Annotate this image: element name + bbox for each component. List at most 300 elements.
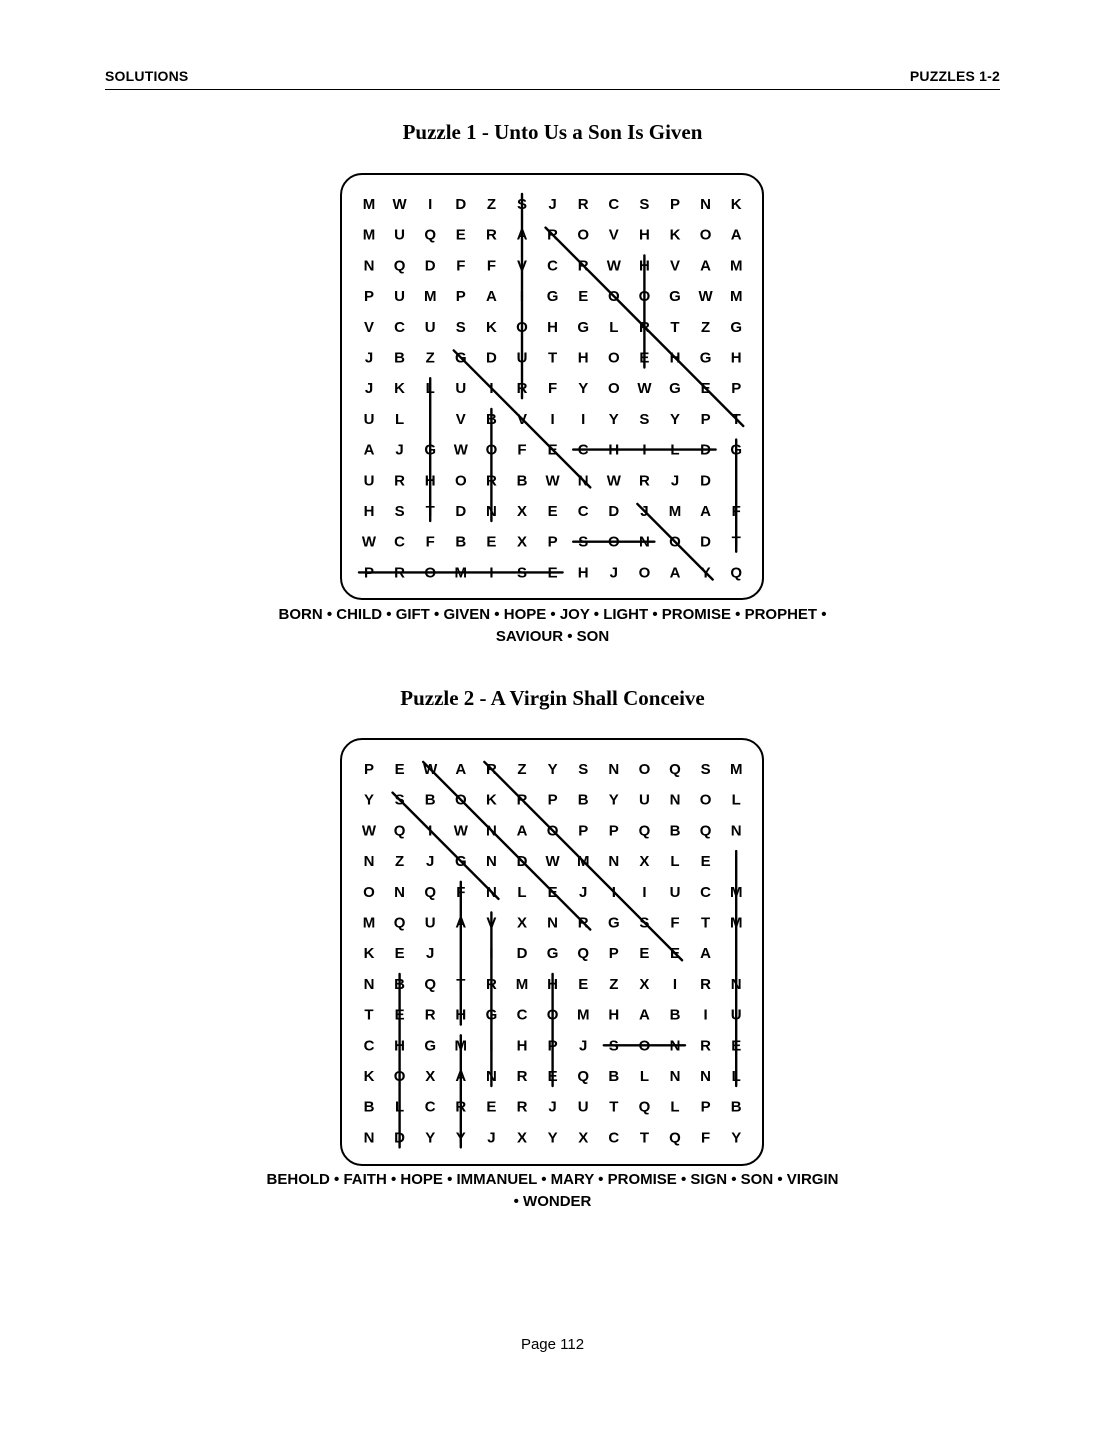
grid-letter: N: [363, 975, 375, 993]
grid-letter: R: [516, 1068, 528, 1085]
grid-letter: H: [608, 1006, 620, 1024]
grid-letter: G: [730, 441, 743, 459]
grid-letter: B: [424, 791, 436, 809]
grid-letter: E: [394, 761, 405, 778]
word-list-item: HOPE: [400, 1171, 443, 1188]
grid-letter: V: [363, 318, 375, 336]
grid-letter: T: [425, 503, 435, 520]
grid-letter: B: [363, 1098, 375, 1116]
grid-letter: E: [394, 1006, 405, 1024]
grid-letter: P: [731, 380, 742, 398]
grid-letter: N: [485, 883, 497, 901]
grid-letter: D: [700, 472, 712, 490]
puzzle-1-grid-svg: [342, 175, 762, 598]
grid-letter: J: [609, 564, 618, 582]
grid-letter: F: [456, 883, 466, 901]
grid-letter: H: [394, 1037, 406, 1055]
grid-letter: W: [392, 196, 407, 213]
grid-letter: T: [639, 1129, 649, 1147]
grid-letter: S: [516, 196, 528, 213]
grid-letter: S: [578, 533, 589, 551]
grid-letter: O: [699, 791, 712, 809]
grid-letter: O: [454, 791, 467, 809]
grid-letter: H: [638, 257, 650, 275]
grid-letter: S: [578, 761, 589, 778]
puzzle-1-word-list-line-2: [230, 626, 875, 648]
grid-letter: I: [550, 410, 555, 428]
grid-letter: E: [547, 503, 558, 520]
grid-letter: V: [608, 226, 619, 244]
header-rule: [105, 89, 1000, 90]
grid-letter: X: [425, 1068, 436, 1085]
grid-letter: P: [547, 533, 558, 551]
grid-letter: A: [730, 226, 742, 244]
grid-letter: P: [578, 822, 589, 840]
grid-letter: J: [670, 472, 680, 490]
puzzle-1-title: Puzzle 1 - Unto Us a Son Is Given: [402, 120, 703, 144]
grid-letter: L: [395, 410, 405, 428]
grid-letter: N: [700, 1068, 712, 1085]
grid-letter: S: [394, 791, 405, 809]
word-list-item: •: [563, 628, 577, 645]
grid-letter: U: [363, 472, 375, 490]
word-list-item: JOY: [559, 606, 590, 623]
word-list-item: GIVEN: [443, 606, 491, 623]
grid-letter: K: [363, 945, 375, 963]
grid-letter: N: [363, 853, 375, 871]
grid-letter: Y: [455, 1129, 466, 1147]
grid-letter: U: [455, 380, 467, 398]
grid-letter: J: [364, 380, 374, 398]
grid-letter: U: [394, 226, 406, 244]
grid-letter: G: [485, 1006, 498, 1024]
word-list-item: SAVIOUR: [495, 628, 564, 645]
grid-letter: K: [669, 226, 681, 244]
grid-letter: N: [608, 853, 620, 871]
grid-letter: B: [394, 975, 406, 993]
grid-letter: E: [394, 945, 405, 963]
grid-letter: E: [578, 975, 589, 993]
grid-letter: B: [577, 791, 589, 809]
grid-letter: P: [363, 288, 375, 306]
grid-letter: T: [609, 1098, 619, 1116]
grid-letter: I: [489, 945, 494, 963]
grid-letter: A: [455, 914, 467, 932]
grid-letter: R: [394, 472, 406, 490]
grid-letter: Q: [424, 883, 437, 901]
grid-letter: Q: [669, 1129, 681, 1147]
grid-letter: H: [669, 349, 681, 367]
grid-letter: A: [363, 441, 375, 459]
grid-letter: Q: [730, 564, 743, 582]
grid-letter: W: [423, 761, 438, 778]
grid-letter: E: [547, 441, 558, 459]
grid-letter: B: [516, 472, 528, 490]
grid-letter: I: [642, 883, 647, 901]
grid-letter: W: [606, 472, 621, 490]
grid-letter: V: [486, 914, 497, 932]
grid-letter: H: [424, 472, 436, 490]
grid-letter: O: [607, 349, 620, 367]
grid-letter: N: [669, 791, 681, 809]
grid-letter: N: [485, 1068, 497, 1085]
grid-letter: J: [579, 1037, 588, 1055]
grid-letter: B: [455, 533, 467, 551]
grid-letter: H: [577, 349, 589, 367]
word-list-item: IMMANUEL: [456, 1171, 538, 1188]
grid-letter: E: [455, 226, 466, 244]
grid-letter: E: [731, 1037, 742, 1055]
grid-letter: C: [394, 318, 406, 336]
grid-letter: Z: [517, 761, 527, 778]
grid-letter: F: [701, 1129, 711, 1147]
grid-letter: R: [485, 226, 497, 244]
grid-letter: F: [731, 503, 741, 520]
grid-letter: U: [638, 791, 650, 809]
grid-letter: K: [485, 318, 497, 336]
grid-letter: U: [577, 1098, 589, 1116]
grid-letter: J: [426, 853, 435, 871]
grid-letter: O: [607, 288, 620, 306]
grid-letter: O: [638, 1037, 651, 1055]
grid-letter: X: [578, 1129, 589, 1147]
grid-letter: Y: [700, 564, 711, 582]
word-list-item: •: [594, 1171, 608, 1188]
grid-letter: Q: [669, 761, 681, 778]
word-list-item: PROMISE: [607, 1171, 677, 1188]
grid-letter: E: [700, 380, 711, 398]
grid-letter: Z: [425, 349, 435, 367]
grid-letter: I: [581, 410, 586, 428]
grid-letter: I: [672, 975, 678, 993]
grid-letter: O: [577, 226, 590, 244]
grid-letter: O: [546, 1006, 559, 1024]
grid-letter: R: [485, 975, 497, 993]
grid-letter: O: [393, 1068, 406, 1085]
grid-letter: L: [670, 441, 680, 459]
grid-letter: G: [577, 318, 590, 336]
grid-letter: O: [699, 226, 712, 244]
grid-letter: G: [546, 945, 559, 963]
word-list-item: •: [817, 606, 827, 623]
grid-letter: J: [426, 945, 435, 963]
grid-letter: Z: [395, 853, 405, 871]
grid-letter: G: [669, 380, 681, 398]
grid-letter: N: [730, 822, 742, 840]
word-list-item: •: [589, 606, 604, 623]
word-list-item: •: [546, 606, 560, 623]
grid-letter: R: [424, 1006, 436, 1024]
grid-letter: I: [611, 883, 616, 901]
grid-letter: I: [642, 441, 647, 459]
grid-letter: Y: [547, 761, 558, 778]
grid-letter: J: [364, 349, 374, 367]
grid-letter: Y: [547, 1129, 558, 1147]
grid-letter: A: [700, 503, 712, 520]
grid-letter: T: [731, 410, 741, 428]
puzzle-1-word-list: [230, 604, 875, 648]
grid-letter: L: [395, 1098, 405, 1116]
grid-letter: B: [394, 349, 406, 367]
word-list-item: •: [727, 1171, 741, 1188]
grid-letter: R: [516, 380, 528, 398]
word-list-item: •: [322, 606, 337, 623]
grid-letter: S: [394, 503, 405, 520]
grid-letter: Q: [577, 945, 590, 963]
grid-letter: I: [489, 380, 494, 398]
word-list-item: •: [429, 606, 444, 623]
grid-letter: J: [548, 196, 557, 213]
puzzle-2-word-list-line-1: [230, 1169, 875, 1191]
grid-letter: C: [577, 441, 589, 459]
grid-letter: G: [730, 318, 743, 336]
grid-letter: G: [669, 288, 681, 306]
grid-letter: Z: [486, 196, 496, 213]
grid-letter: S: [455, 318, 466, 336]
grid-letter: J: [487, 1129, 496, 1147]
grid-letter: H: [547, 318, 559, 336]
word-list-item: WONDER: [523, 1193, 592, 1210]
grid-letter: N: [485, 822, 497, 840]
grid-letter: M: [729, 914, 743, 932]
word-list-item: PROPHET: [744, 606, 818, 623]
grid-letter: U: [516, 349, 528, 367]
grid-letter: L: [670, 1098, 680, 1116]
grid-letter: S: [700, 761, 711, 778]
grid-letter: M: [454, 1037, 468, 1055]
grid-letter: Q: [424, 226, 437, 244]
word-list-item: MARY: [550, 1171, 595, 1188]
grid-letter: L: [731, 791, 741, 809]
grid-letter: N: [730, 975, 742, 993]
grid-letter: A: [485, 288, 497, 306]
grid-letter: J: [579, 883, 588, 901]
grid-letter: E: [547, 1068, 558, 1085]
word-list-item: BEHOLD: [266, 1171, 330, 1188]
grid-letter: H: [455, 1006, 467, 1024]
grid-letter: C: [608, 196, 620, 213]
grid-letter: T: [364, 1006, 374, 1024]
grid-letter: M: [729, 883, 743, 901]
grid-letter: Q: [699, 822, 712, 840]
grid-letter: O: [516, 318, 528, 336]
grid-letter: R: [516, 791, 528, 809]
grid-letter: E: [639, 349, 650, 367]
grid-letter: J: [640, 503, 649, 520]
grid-letter: E: [486, 533, 497, 551]
grid-letter: O: [363, 883, 375, 901]
grid-letter: R: [577, 914, 589, 932]
grid-letter: U: [363, 410, 375, 428]
grid-letter: D: [455, 503, 467, 520]
grid-letter: S: [639, 914, 650, 932]
grid-letter: R: [485, 761, 497, 778]
word-list-item: FAITH: [343, 1171, 387, 1188]
grid-letter: W: [361, 822, 377, 840]
grid-letter: P: [547, 791, 558, 809]
grid-letter: F: [670, 914, 680, 932]
grid-letter: R: [516, 1098, 528, 1116]
grid-letter: W: [453, 822, 468, 840]
grid-letter: R: [455, 1098, 467, 1116]
grid-letter: Z: [701, 318, 711, 336]
grid-letter: E: [486, 1098, 497, 1116]
grid-letter: X: [639, 853, 650, 871]
grid-letter: M: [454, 564, 468, 582]
grid-letter: M: [423, 288, 437, 306]
grid-letter: W: [606, 257, 621, 275]
grid-letter: G: [546, 288, 559, 306]
grid-letter: Q: [577, 1068, 590, 1085]
grid-letter: Q: [638, 1098, 651, 1116]
grid-letter: O: [638, 564, 651, 582]
word-list-item: •: [513, 1193, 524, 1210]
grid-letter: E: [669, 945, 681, 963]
grid-letter: B: [730, 1098, 742, 1116]
puzzle-2-grid: [340, 738, 764, 1166]
grid-letter: Y: [363, 791, 375, 809]
grid-letter: I: [489, 564, 494, 582]
grid-letter: P: [363, 564, 375, 582]
grid-letter: U: [730, 1006, 742, 1024]
grid-letter: O: [638, 288, 651, 306]
grid-letter: M: [729, 761, 743, 778]
grid-letter: G: [454, 349, 467, 367]
grid-letter: K: [485, 791, 497, 809]
grid-letter: I: [489, 1037, 494, 1055]
grid-letter: L: [609, 318, 619, 336]
grid-letter: K: [394, 380, 406, 398]
grid-letter: N: [669, 1037, 681, 1055]
grid-letter: P: [669, 196, 681, 213]
grid-letter: A: [516, 822, 528, 840]
grid-letter: N: [638, 533, 650, 551]
grid-letter: R: [638, 318, 650, 336]
word-list-item: LIGHT: [603, 606, 649, 623]
grid-letter: K: [730, 196, 742, 213]
grid-letter: R: [547, 226, 559, 244]
grid-letter: D: [700, 441, 712, 459]
grid-letter: T: [670, 318, 680, 336]
grid-letter: D: [394, 1129, 406, 1147]
grid-letter: R: [577, 257, 589, 275]
grid-letter: O: [424, 564, 437, 582]
grid-letter: H: [547, 975, 559, 993]
grid-letter: H: [363, 503, 375, 520]
grid-letter: N: [485, 503, 497, 520]
grid-letter: G: [607, 914, 620, 932]
grid-letter: X: [639, 975, 650, 993]
word-list-item: •: [676, 1171, 691, 1188]
grid-letter: Y: [608, 791, 619, 809]
grid-letter: Y: [669, 410, 681, 428]
grid-letter: O: [607, 380, 620, 398]
grid-letter: M: [668, 503, 682, 520]
grid-letter: W: [361, 533, 377, 551]
grid-letter: N: [608, 761, 620, 778]
grid-letter: F: [517, 441, 527, 459]
grid-letter: B: [669, 1006, 681, 1024]
grid-letter: V: [669, 257, 681, 275]
grid-letter: W: [637, 380, 652, 398]
word-list-item: •: [382, 606, 396, 623]
grid-letter: X: [516, 914, 528, 932]
grid-letter: M: [729, 288, 743, 306]
grid-letter: E: [639, 945, 650, 963]
solution-line-sign: [393, 793, 499, 899]
grid-letter: P: [363, 761, 375, 778]
puzzle-2-word-list: [230, 1169, 875, 1213]
grid-letter: X: [516, 1129, 528, 1147]
grid-letter: L: [517, 883, 527, 901]
grid-letter: G: [699, 349, 712, 367]
grid-letter: U: [394, 288, 406, 306]
grid-letter: N: [363, 257, 375, 275]
grid-letter: K: [363, 1068, 375, 1085]
grid-letter: D: [516, 945, 528, 963]
grid-letter: M: [362, 914, 376, 932]
puzzle-2-title: Puzzle 2 - A Virgin Shall Conceive: [400, 686, 705, 710]
grid-letter: A: [516, 226, 528, 244]
grid-letter: V: [455, 410, 466, 428]
grid-letter: P: [700, 1098, 711, 1116]
grid-letter: F: [486, 257, 496, 275]
grid-letter: C: [608, 1129, 620, 1147]
grid-letter: Y: [425, 1129, 436, 1147]
grid-letter: O: [607, 533, 620, 551]
grid-letter: I: [519, 288, 525, 306]
grid-letter: G: [424, 441, 437, 459]
grid-letter: E: [547, 883, 558, 901]
word-list-item: •: [773, 1171, 787, 1188]
grid-letter: S: [639, 196, 650, 213]
grid-letter: N: [363, 1129, 375, 1147]
puzzle-1-word-list-line-1: [230, 604, 875, 626]
header-right: PUZZLES 1-2: [909, 68, 1000, 84]
grid-letter: N: [577, 472, 589, 490]
grid-letter: E: [700, 853, 711, 871]
grid-letter: H: [516, 1037, 528, 1055]
grid-letter: A: [455, 1068, 467, 1085]
grid-letter: E: [578, 288, 589, 306]
grid-letter: D: [424, 257, 436, 275]
grid-letter: T: [701, 914, 711, 932]
puzzle-1-grid: [340, 173, 764, 600]
grid-letter: G: [454, 853, 467, 871]
grid-letter: R: [700, 1037, 712, 1055]
grid-letter: A: [669, 564, 681, 582]
grid-letter: D: [608, 503, 620, 520]
grid-letter: H: [608, 441, 620, 459]
grid-letter: U: [424, 318, 436, 336]
grid-letter: Y: [731, 1129, 742, 1147]
grid-letter: N: [485, 853, 497, 871]
grid-letter: J: [548, 1098, 557, 1116]
grid-letter: D: [516, 853, 528, 871]
grid-letter: Q: [393, 822, 406, 840]
word-list-item: •: [648, 606, 662, 623]
grid-letter: M: [729, 257, 743, 275]
grid-letter: V: [516, 257, 528, 275]
grid-letter: I: [428, 822, 433, 840]
grid-letter: A: [455, 761, 467, 778]
grid-letter: L: [731, 1068, 741, 1085]
grid-letter: C: [424, 1098, 436, 1116]
grid-letter: M: [515, 975, 529, 993]
grid-letter: G: [424, 1037, 437, 1055]
grid-letter: E: [547, 564, 558, 582]
grid-letter: N: [700, 196, 712, 213]
